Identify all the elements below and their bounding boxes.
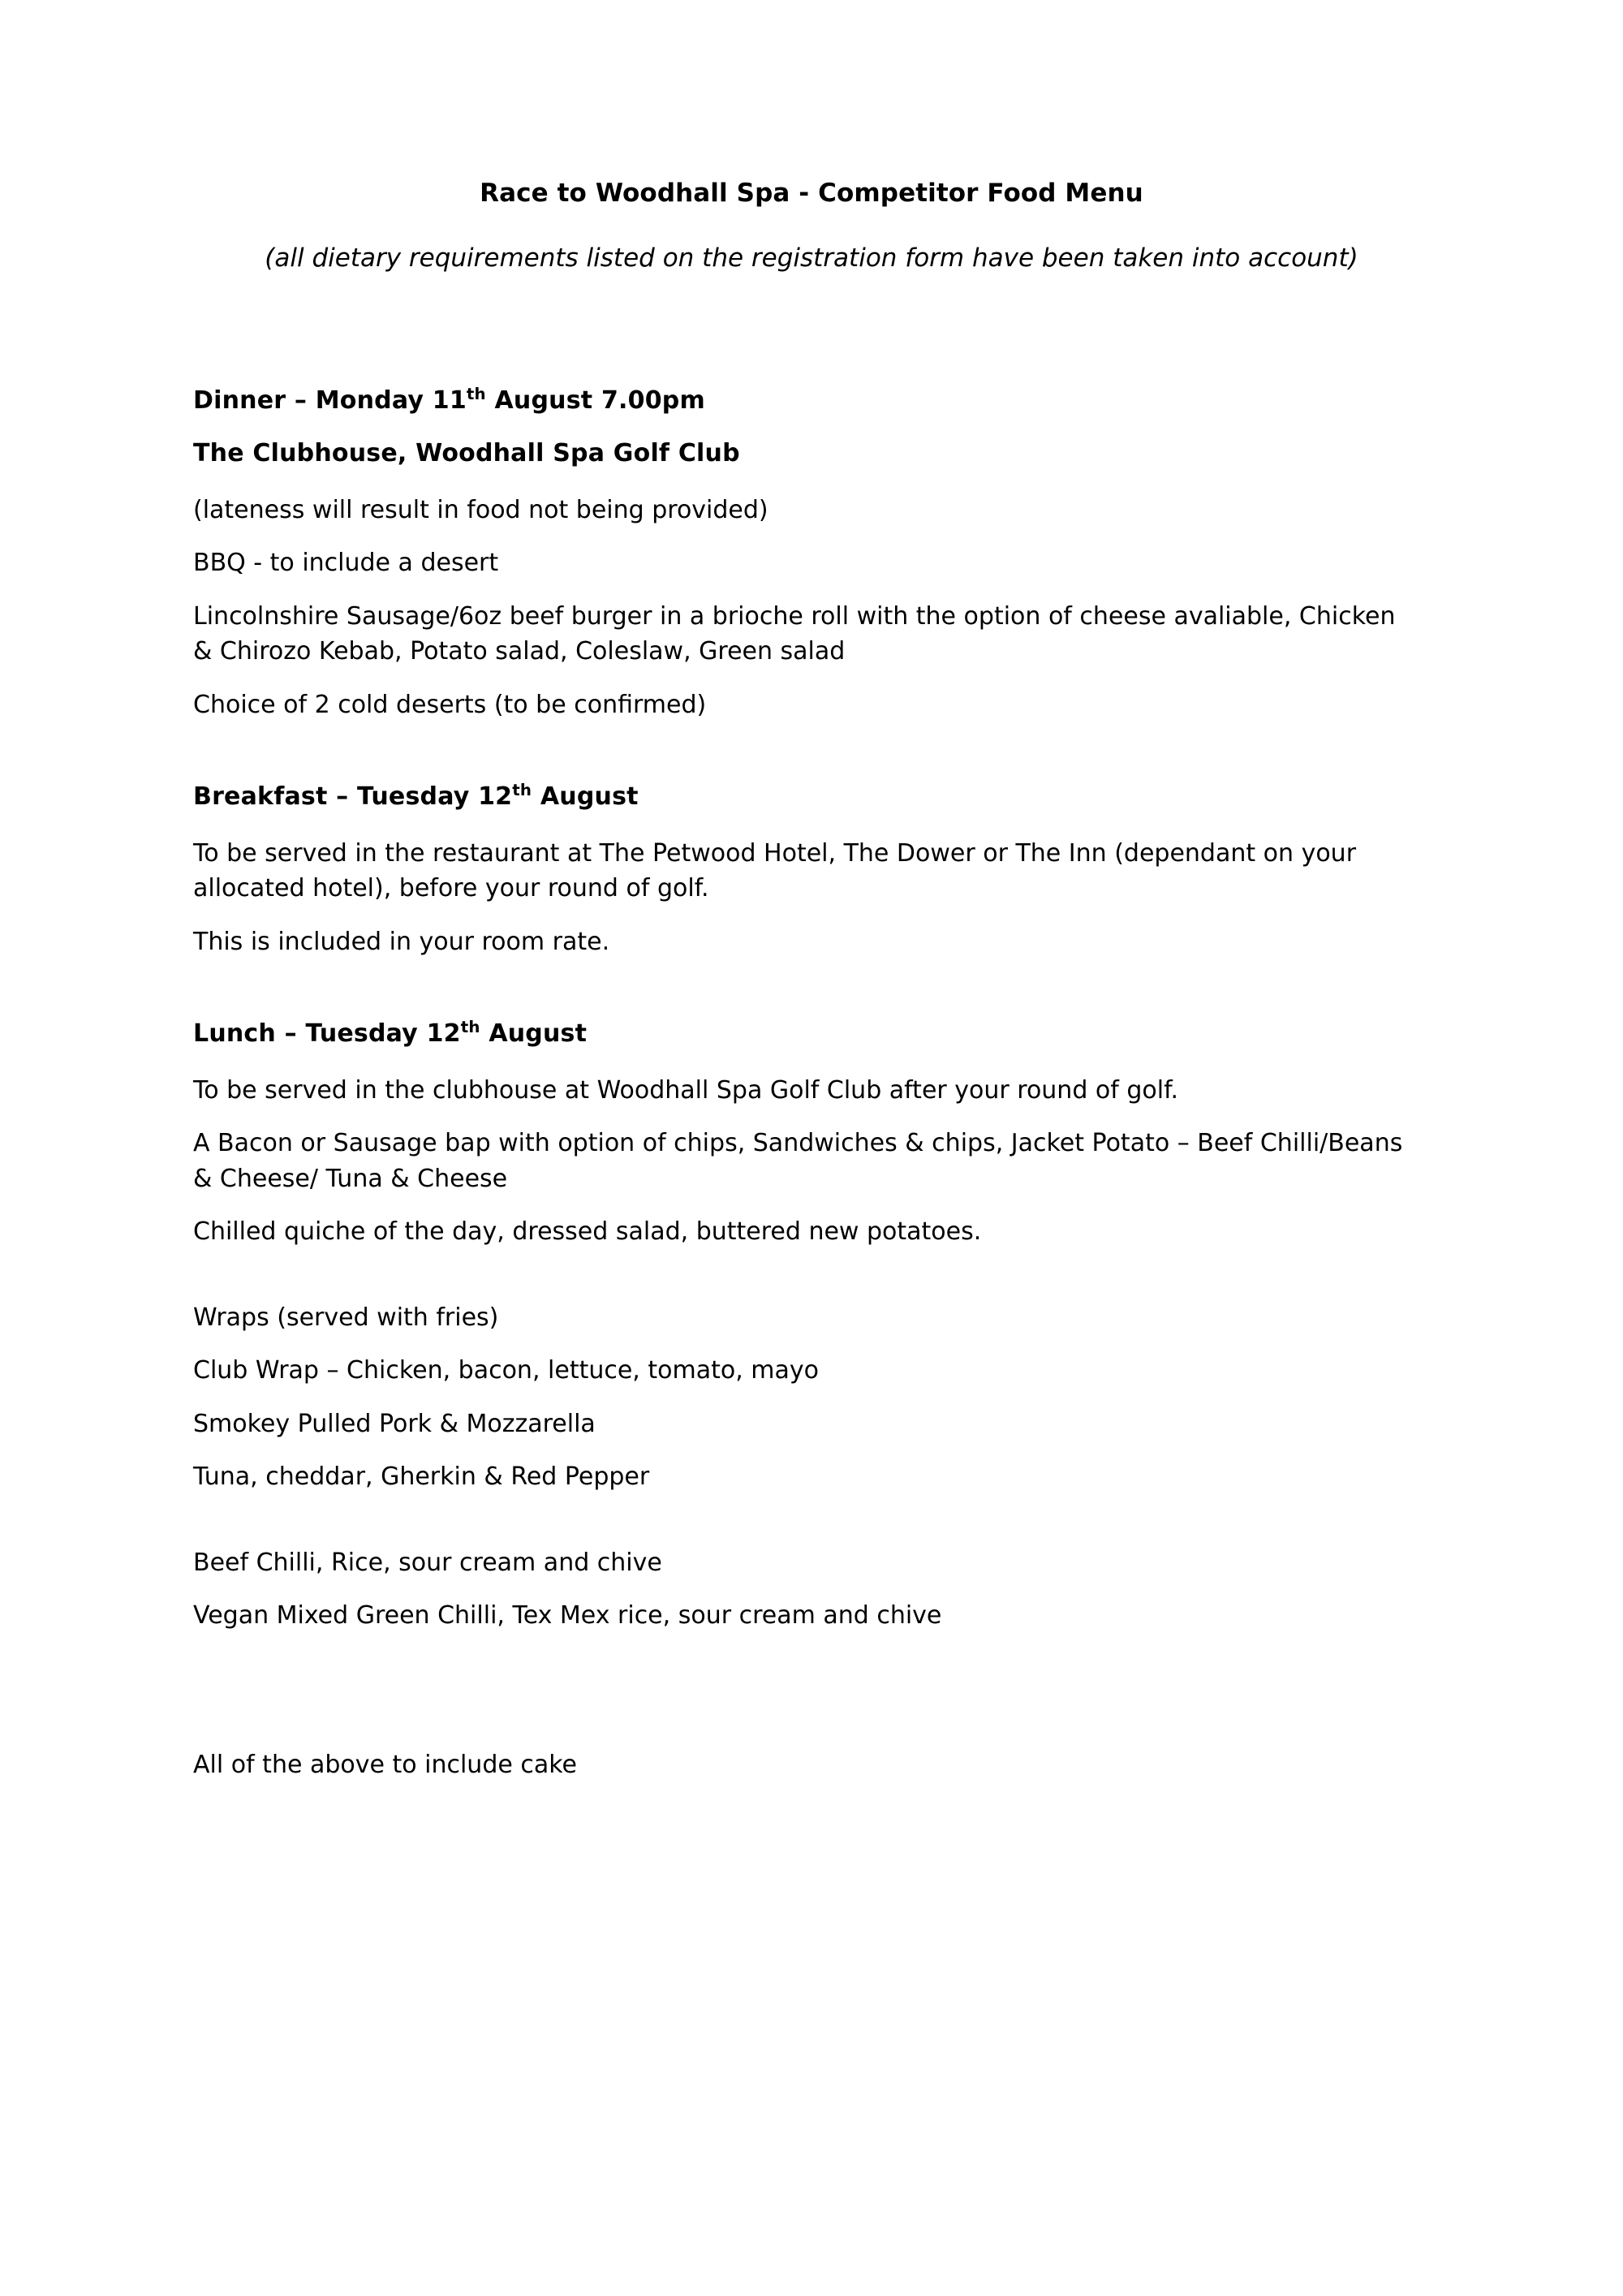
section-breakfast-heading-rest: August [532, 782, 639, 812]
spacer [193, 959, 1430, 1016]
section-breakfast-heading [193, 779, 1430, 815]
ordinal-suffix: th [466, 384, 486, 403]
section-dinner-para-3: Lincolnshire Sausage/6oz beef burger in a brioche roll with the option of cheese avaliable, Chicken & Chirozo Kebab, Potato salad, Coleslaw, Green salad [193, 601, 1396, 666]
spacer [193, 1495, 1430, 1527]
spacer [193, 276, 1430, 383]
section-lunch-heading-main: Lunch – Tuesday 12 [193, 1019, 461, 1049]
section-dinner [193, 383, 1430, 723]
section-breakfast [193, 779, 1430, 959]
section-breakfast-para-2: This is included in your room rate. [193, 927, 610, 956]
section-breakfast-heading-main: Breakfast – Tuesday 12 [193, 782, 513, 812]
section-lunch-para-2: A Bacon or Sausage bap with option of chips, Sandwiches & chips, Jacket Potato – Beef Chilli/Beans & Cheese/ Tuna & Cheese [193, 1129, 1403, 1193]
section-breakfast-para-1: To be served in the restaurant at The Petwood Hotel, The Dower or The Inn (dependant on your allocated hotel), before your round of golf. [193, 838, 1357, 903]
spacer [193, 722, 1430, 779]
page-subtitle: (all dietary requirements listed on the registration form have been taken into account) [265, 243, 1358, 273]
section-lunch-heading [193, 1016, 1430, 1052]
wrap-item-2: Smokey Pulled Pork & Mozzarella [193, 1409, 596, 1438]
section-dinner-para-1: (lateness will result in food not being provided) [193, 495, 768, 524]
section-dinner-para-2: BBQ - to include a desert [193, 549, 499, 578]
wrap-item-1: Club Wrap – Chicken, bacon, lettuce, tomato, mayo [193, 1356, 820, 1385]
section-dinner-para-4: Choice of 2 cold deserts (to be confirmed) [193, 690, 707, 719]
chilli-item-1: Beef Chilli, Rice, sour cream and chive [193, 1548, 662, 1577]
spacer [193, 1250, 1430, 1282]
wrap-item-3: Tuna, cheddar, Gherkin & Red Pepper [193, 1462, 650, 1492]
wraps-heading: Wraps (served with fries) [193, 1303, 499, 1332]
section-lunch-heading-rest: August [480, 1019, 588, 1049]
section-dinner-heading-main: Dinner – Monday 11 [193, 386, 467, 415]
ordinal-suffix: th [512, 781, 532, 800]
chilli-item-2: Vegan Mixed Green Chilli, Tex Mex rice, sour cream and chive [193, 1601, 942, 1630]
page-title: Race to Woodhall Spa - Competitor Food Menu [480, 179, 1143, 208]
section-lunch-para-1: To be served in the clubhouse at Woodhall Spa Golf Club after your round of golf. [193, 1075, 1179, 1105]
ordinal-suffix: th [460, 1018, 480, 1037]
footer-note: All of the above to include cake [193, 1750, 577, 1779]
section-dinner-heading [193, 383, 1430, 419]
section-dinner-venue: The Clubhouse, Woodhall Spa Golf Club [193, 439, 740, 468]
section-lunch-para-3: Chilled quiche of the day, dressed salad, buttered new potatoes. [193, 1217, 982, 1247]
section-dinner-heading-rest: August 7.00pm [485, 386, 705, 415]
section-lunch [193, 1016, 1430, 1634]
spacer [193, 1634, 1430, 1730]
